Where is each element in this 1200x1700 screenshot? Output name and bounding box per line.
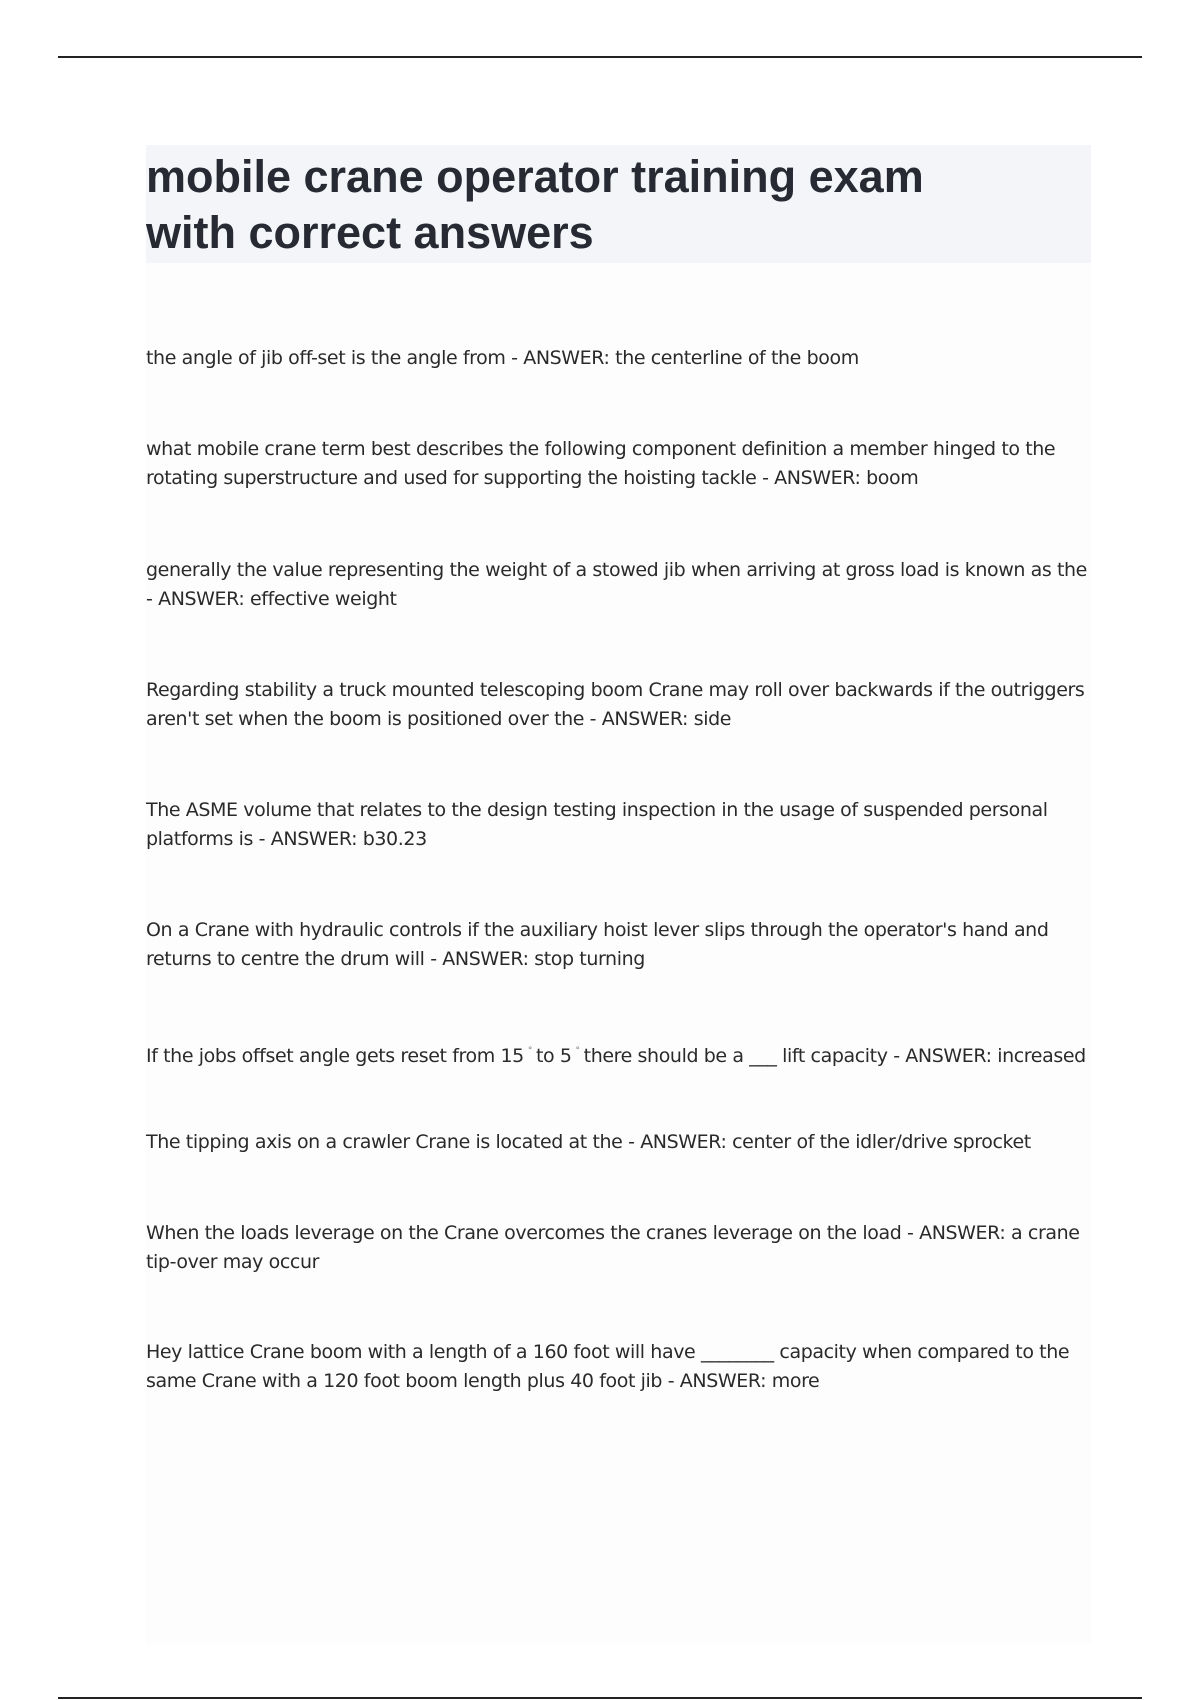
question-item-5: The ASME volume that relates to the design testing inspection in the usage of suspended personal platforms is - ANSWER: b30.23 [146,799,1048,850]
document-title: mobile crane operator training exam with correct answers [146,151,924,258]
question-item-7 [146,1037,1091,1071]
question-item-7-part1: If the jobs offset angle gets reset from 15 [146,1045,524,1067]
question-item-3: generally the value representing the weight of a stowed jib when arriving at gross load is known as the - ANSWER: effective weight [146,559,1087,610]
question-item-9: When the loads leverage on the Crane overcomes the cranes leverage on the load - ANSWER: a crane tip-over may occur [146,1222,1080,1273]
degree-symbol: ° [575,1046,580,1056]
question-item-1: the angle of jib off-set is the angle from - ANSWER: the centerline of the boom [146,347,859,369]
question-item-10: Hey lattice Crane boom with a length of a 160 foot will have ________ capacity when compared to the same Crane with a 120 foot boom length plus 40 foot jib - ANSWER: more [146,1341,1070,1392]
question-item-7-part3: there should be a ___ lift capacity - ANSWER: increased [583,1045,1086,1067]
question-item-7-part2: to 5 [535,1045,572,1067]
document-page [146,145,1091,1645]
question-item-8: The tipping axis on a crawler Crane is located at the - ANSWER: center of the idler/drive sprocket [146,1131,1031,1153]
title-block [146,145,1091,263]
question-item-4: Regarding stability a truck mounted telescoping boom Crane may roll over backwards if the outriggers aren't set when the boom is positioned over the - ANSWER: side [146,679,1085,730]
question-item-6: On a Crane with hydraulic controls if the auxiliary hoist lever slips through the operator's hand and returns to centre the drum will - ANSWER: stop turning [146,919,1049,970]
degree-symbol: ° [527,1046,532,1056]
footer-rule [58,1697,1142,1699]
question-item-2: what mobile crane term best describes the following component definition a member hinged to the rotating superstructure and used for supporting the hoisting tackle - ANSWER: boom [146,438,1056,489]
header-rule [58,56,1142,58]
